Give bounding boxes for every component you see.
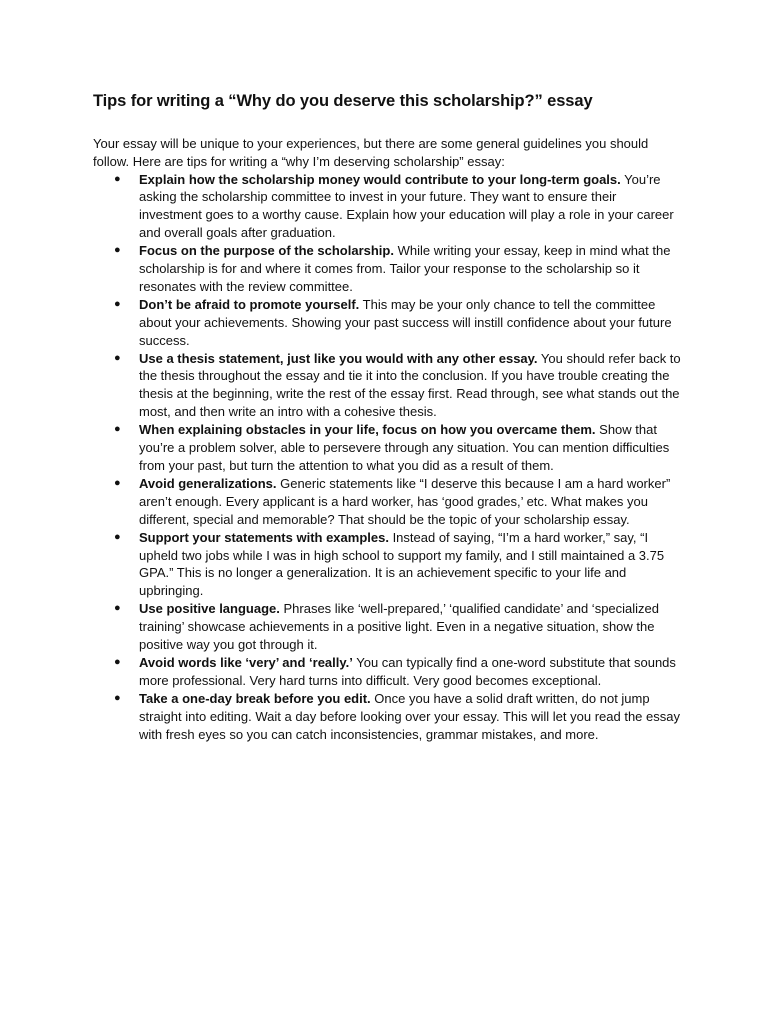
tip-heading: Take a one-day break before you edit.	[139, 690, 371, 706]
tip-text	[139, 171, 681, 243]
tip-heading: Explain how the scholarship money would contribute to your long-term goals.	[139, 171, 621, 187]
tip-body: This may be your only chance to tell the committee about your achievements. Showing your past success will instill confidence about your future success.	[139, 296, 672, 348]
tip-heading: Avoid words like ‘very’ and ‘really.’	[139, 654, 353, 670]
bullet-icon: ●	[114, 423, 121, 436]
tip-heading: Support your statements with examples.	[139, 529, 389, 545]
bullet-icon: ●	[114, 530, 121, 543]
bullet-icon: ●	[114, 297, 121, 310]
list-item	[93, 475, 683, 529]
bullet-icon: ●	[114, 172, 121, 185]
tip-text	[139, 350, 681, 422]
bullet-icon: ●	[114, 602, 121, 615]
tip-body: Show that you’re a problem solver, able to persevere through any situation. You can mention difficulties from your past, but turn the attention to what you did as a result of them.	[139, 422, 670, 473]
tip-text	[139, 600, 681, 654]
tip-text	[139, 242, 681, 296]
tip-body: While writing your essay, keep in mind what the scholarship is for and where it comes from. Tailor your response to the scholarship so it resonates with the review committee.	[139, 243, 671, 294]
bullet-icon: ●	[114, 476, 121, 489]
tip-text	[139, 475, 681, 529]
list-item	[93, 421, 683, 475]
tip-heading: Avoid generalizations.	[139, 475, 277, 491]
bullet-icon: ●	[114, 691, 121, 704]
tip-body: Generic statements like “I deserve this because I am a hard worker” aren’t enough. Every applicant is a hard worker, has ‘good grades,’ etc. What makes you different, special and memorable? That should be the topic of your scholarship essay.	[139, 475, 671, 527]
tip-body: You can typically find a one-word substitute that sounds more professional. Very hard turns into difficult. Very good becomes exceptional.	[139, 654, 676, 688]
list-item	[93, 171, 683, 243]
tip-body: You should refer back to the thesis throughout the essay and tie it into the conclusion. If you have trouble creating the thesis at the beginning, write the rest of the essay first. Read through, see what stands out the most, and then write an intro with a cohesive thesis.	[139, 350, 681, 420]
tip-heading: When explaining obstacles in your life, focus on how you overcame them.	[139, 422, 596, 438]
tip-text	[139, 421, 681, 475]
tip-heading: Use a thesis statement, just like you would with any other essay.	[139, 350, 538, 366]
list-item	[93, 600, 683, 654]
tip-text	[139, 654, 681, 690]
tip-text	[139, 529, 681, 601]
tip-body: Phrases like ‘well-prepared,’ ‘qualified candidate’ and ‘specialized training’ showcase achievements in a positive light. Even in a negative situation, show the positive way you got through it.	[139, 601, 660, 653]
list-item	[93, 242, 683, 296]
tips-list	[93, 171, 683, 744]
list-item	[93, 350, 683, 422]
tip-body: Once you have a solid draft written, do not jump straight into editing. Wait a day before looking over your essay. This will let you read the essay with fresh eyes so you can catch inconsistencies, grammar mistakes, and more.	[139, 690, 680, 742]
list-item	[93, 529, 683, 601]
document-title: Tips for writing a “Why do you deserve this scholarship?” essay	[93, 92, 593, 110]
tip-heading: Use positive language.	[139, 601, 280, 617]
tip-heading: Don’t be afraid to promote yourself.	[139, 296, 360, 312]
tip-text	[139, 690, 681, 744]
tip-text	[139, 296, 681, 350]
bullet-icon: ●	[114, 655, 121, 668]
bullet-icon: ●	[114, 244, 121, 257]
list-item	[93, 296, 683, 350]
tip-heading: Focus on the purpose of the scholarship.	[139, 243, 394, 259]
intro-paragraph: Your essay will be unique to your experiences, but there are some general guidelines you should follow. Here are tips for writing a “why I’m deserving scholarship” essay:	[93, 136, 649, 169]
list-item	[93, 654, 683, 690]
tip-body: You’re asking the scholarship committee to invest in your future. They want to ensure their investment goes to a worthy cause. Explain how your education will play a role in your career and overall goals after graduation.	[139, 171, 674, 241]
tip-body: Instead of saying, “I’m a hard worker,” say, “I upheld two jobs while I was in high school to support my family, and I still maintained a 3.75 GPA.” This is no longer a generalization. It is an achievement specific to your life and upbringing.	[139, 529, 665, 599]
bullet-icon: ●	[114, 351, 121, 364]
list-item	[93, 690, 683, 744]
